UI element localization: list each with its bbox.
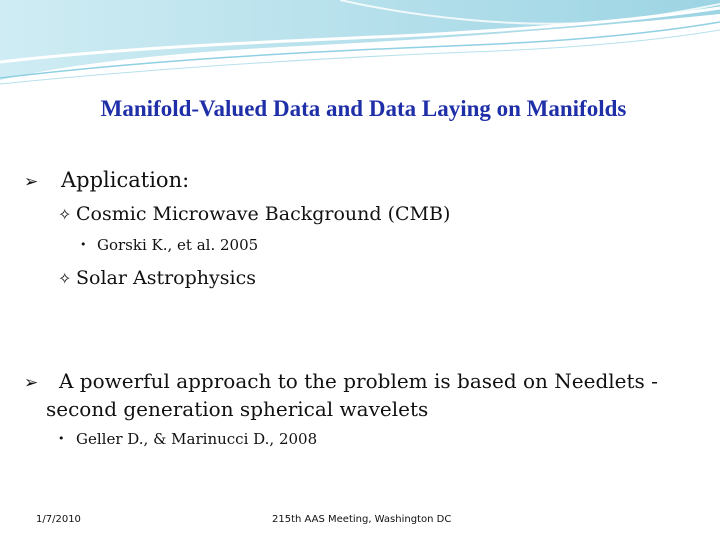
footer-meeting: 215th AAS Meeting, Washington DC	[272, 514, 452, 525]
small-dot-icon: •	[58, 432, 65, 445]
four-point-star-icon: ✧	[58, 269, 72, 288]
bullet-cmb: Cosmic Microwave Background (CMB)	[76, 203, 451, 225]
bullet-application: Application:	[61, 168, 190, 192]
arrowhead-icon: ➢	[24, 172, 39, 192]
bullet-powerful-approach-line2: second generation spherical wavelets	[46, 397, 429, 421]
arrowhead-icon: ➢	[24, 373, 39, 393]
slide-title: Manifold-Valued Data and Data Laying on Manifolds	[100, 96, 627, 121]
header-swoosh-decoration	[0, 0, 720, 90]
bullet-solar-astrophysics: Solar Astrophysics	[76, 267, 256, 289]
bullet-geller-citation: Geller D., & Marinucci D., 2008	[76, 430, 318, 448]
footer-date: 1/7/2010	[36, 514, 81, 525]
bullet-powerful-approach-line1: A powerful approach to the problem is based on Needlets -	[59, 369, 658, 393]
small-dot-icon: •	[80, 238, 87, 251]
bullet-gorski-citation: Gorski K., et al. 2005	[97, 236, 259, 254]
four-point-star-icon: ✧	[58, 205, 72, 224]
